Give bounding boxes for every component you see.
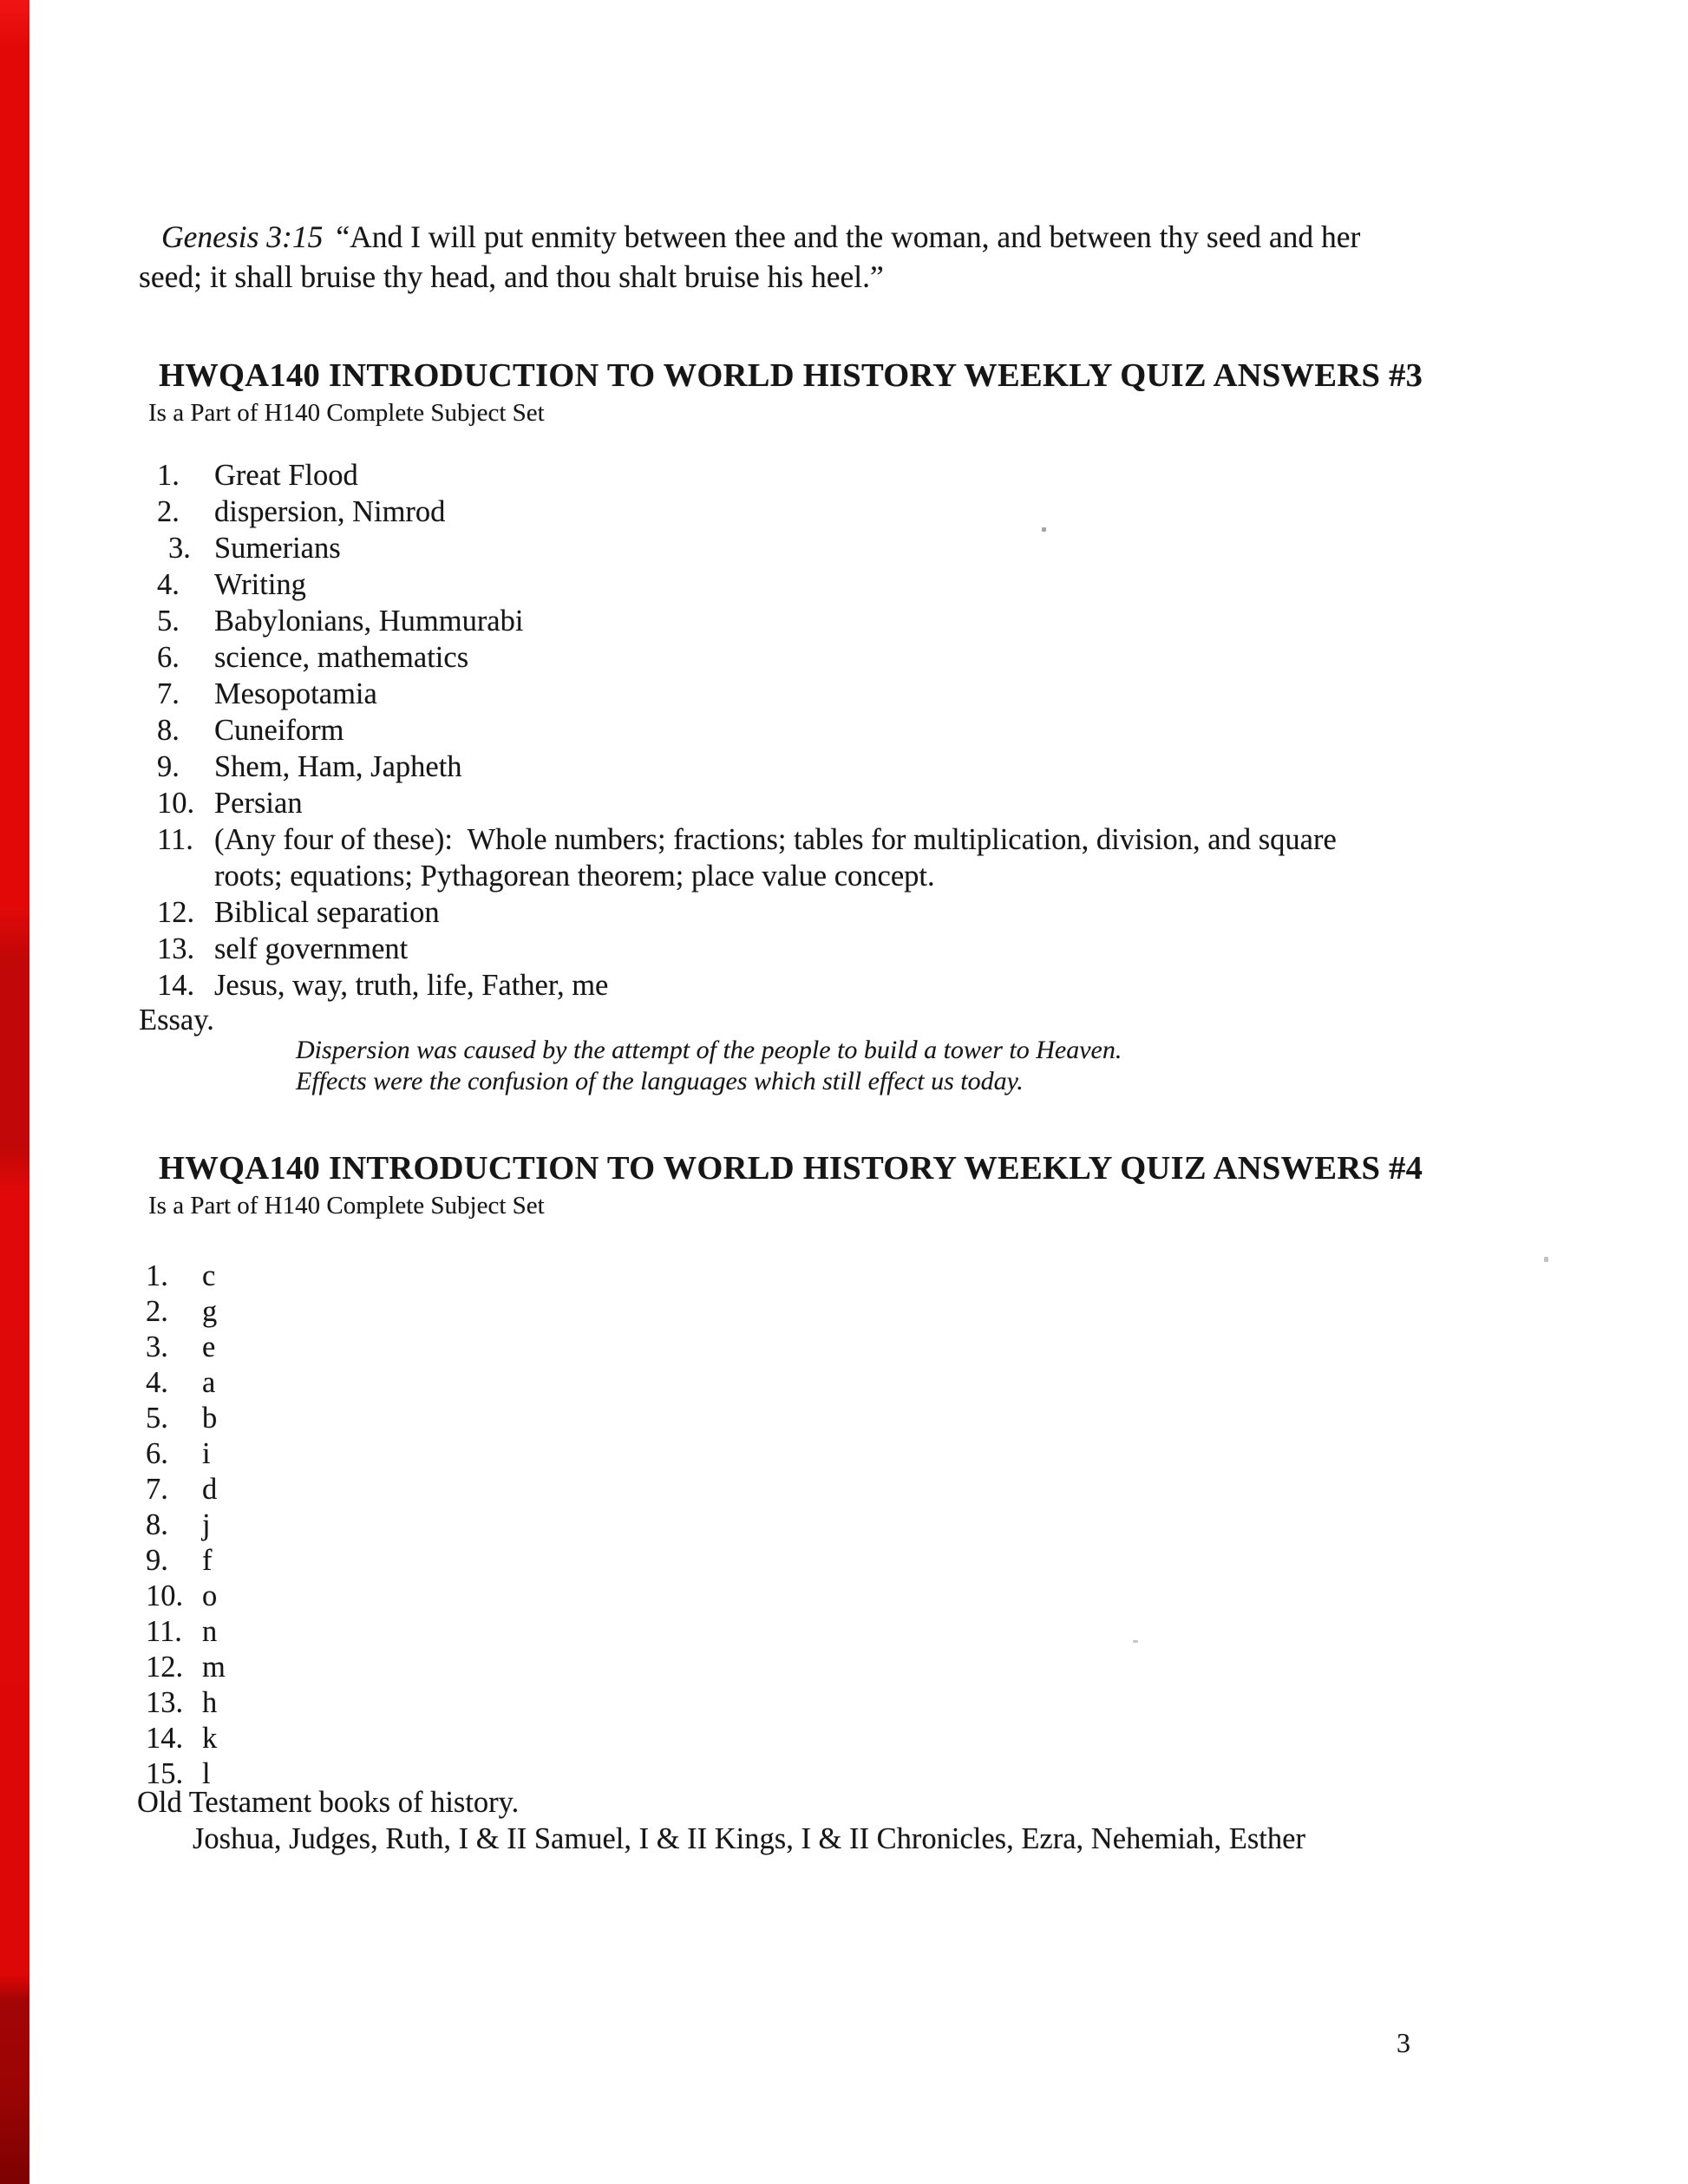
answer-row-9 bbox=[0, 749, 1688, 785]
answer-text: Cuneiform bbox=[214, 714, 344, 747]
answer-text: Shem, Ham, Japheth bbox=[214, 750, 462, 783]
answer-number: 11. bbox=[146, 1615, 182, 1648]
answer-letter: e bbox=[202, 1331, 216, 1363]
quiz3-subtitle: Is a Part of H140 Complete Subject Set bbox=[148, 399, 545, 427]
answer-number: 14. bbox=[146, 1722, 184, 1755]
quiz4-answer-list bbox=[0, 1259, 1688, 1792]
answer-text: (Any four of these): Whole numbers; fractions; tables for multiplication, division, and square bbox=[214, 823, 1337, 856]
answer-text: science, mathematics bbox=[214, 641, 469, 674]
answer-text: Persian bbox=[214, 787, 303, 820]
answer-letter: f bbox=[202, 1544, 213, 1577]
answer-row-7 bbox=[0, 676, 1688, 712]
answer-row-2 bbox=[0, 1294, 1688, 1330]
answer-letter: l bbox=[202, 1757, 211, 1790]
scripture-reference: Genesis 3:15 bbox=[161, 219, 324, 254]
answer-row-11-continuation bbox=[0, 858, 1688, 894]
answer-number: 4. bbox=[157, 568, 180, 601]
answer-number: 7. bbox=[157, 677, 180, 710]
scan-edge-red-stripe bbox=[0, 0, 29, 2184]
answer-number: 12. bbox=[157, 896, 195, 929]
scan-speck bbox=[1544, 1257, 1548, 1262]
answer-text: Babylonians, Hummurabi bbox=[214, 605, 524, 638]
answer-number: 10. bbox=[146, 1579, 184, 1612]
answer-row-11 bbox=[0, 821, 1688, 858]
quiz4-subtitle: Is a Part of H140 Complete Subject Set bbox=[148, 1192, 545, 1220]
answer-row-5 bbox=[0, 603, 1688, 639]
answer-letter: d bbox=[202, 1473, 218, 1506]
answer-text: Mesopotamia bbox=[214, 677, 377, 710]
answer-row-12 bbox=[0, 1650, 1688, 1685]
answer-row-14 bbox=[0, 1721, 1688, 1756]
answer-number: 14. bbox=[157, 969, 195, 1002]
answer-number: 8. bbox=[146, 1508, 168, 1541]
answer-text: Sumerians bbox=[214, 532, 341, 565]
scan-speck bbox=[1042, 527, 1046, 532]
answer-text-continuation: roots; equations; Pythagorean theorem; place value concept. bbox=[214, 860, 935, 893]
answer-letter: i bbox=[202, 1437, 211, 1470]
answer-row-1 bbox=[0, 1259, 1688, 1294]
scan-speck bbox=[1133, 1640, 1138, 1643]
answer-text: Great Flood bbox=[214, 459, 358, 492]
scripture-quote bbox=[139, 217, 1360, 297]
answer-number: 11. bbox=[157, 823, 193, 856]
old-testament-books-line: Joshua, Judges, Ruth, I & II Samuel, I & II Kings, I & II Chronicles, Ezra, Nehemiah, Esther bbox=[193, 1822, 1305, 1855]
answer-number: 13. bbox=[157, 932, 195, 965]
answer-letter: a bbox=[202, 1366, 216, 1399]
answer-number: 2. bbox=[157, 495, 180, 528]
answer-row-3 bbox=[0, 530, 1688, 566]
answer-row-5 bbox=[0, 1401, 1688, 1436]
answer-number: 15. bbox=[146, 1757, 184, 1790]
answer-letter: j bbox=[202, 1508, 211, 1541]
answer-letter: k bbox=[202, 1722, 218, 1755]
answer-row-4 bbox=[0, 566, 1688, 603]
answer-letter: o bbox=[202, 1579, 218, 1612]
answer-text: Biblical separation bbox=[214, 896, 440, 929]
answer-number: 9. bbox=[146, 1544, 168, 1577]
page-number: 3 bbox=[1397, 2027, 1410, 2058]
answer-number: 9. bbox=[157, 750, 180, 783]
essay-note-line-1: Dispersion was caused by the attempt of the people to build a tower to Heaven. bbox=[296, 1036, 1122, 1064]
answer-row-6 bbox=[0, 1436, 1688, 1472]
answer-row-14 bbox=[0, 967, 1688, 1004]
quote-line-1 bbox=[139, 217, 1360, 257]
answer-number: 4. bbox=[146, 1366, 168, 1399]
answer-row-13 bbox=[0, 931, 1688, 967]
answer-row-1 bbox=[0, 457, 1688, 494]
quiz3-answer-list bbox=[0, 457, 1688, 1004]
answer-row-10 bbox=[0, 1579, 1688, 1614]
answer-letter: c bbox=[202, 1259, 216, 1292]
quiz3-title: HWQA140 INTRODUCTION TO WORLD HISTORY WEEKLY QUIZ ANSWERS #3 bbox=[159, 357, 1423, 394]
answer-row-8 bbox=[0, 1507, 1688, 1543]
answer-letter: g bbox=[202, 1295, 218, 1328]
essay-label: Essay. bbox=[139, 1004, 214, 1036]
answer-row-7 bbox=[0, 1472, 1688, 1507]
answer-number: 1. bbox=[146, 1259, 168, 1292]
answer-number: 5. bbox=[157, 605, 180, 638]
quote-line-1-text: “And I will put enmity between thee and the woman, and between thy seed and her bbox=[336, 219, 1361, 254]
quiz4-title: HWQA140 INTRODUCTION TO WORLD HISTORY WEEKLY QUIZ ANSWERS #4 bbox=[159, 1150, 1423, 1187]
answer-row-3 bbox=[0, 1330, 1688, 1365]
answer-number: 2. bbox=[146, 1295, 168, 1328]
answer-number: 8. bbox=[157, 714, 180, 747]
answer-number: 5. bbox=[146, 1402, 168, 1435]
answer-text: Writing bbox=[214, 568, 306, 601]
answer-row-13 bbox=[0, 1685, 1688, 1721]
answer-text: Jesus, way, truth, life, Father, me bbox=[214, 969, 609, 1002]
answer-letter: m bbox=[202, 1651, 226, 1684]
answer-number: 3. bbox=[168, 532, 191, 565]
answer-row-2 bbox=[0, 494, 1688, 530]
answer-number: 6. bbox=[146, 1437, 168, 1470]
answer-letter: b bbox=[202, 1402, 218, 1435]
answer-row-9 bbox=[0, 1543, 1688, 1579]
answer-letter: n bbox=[202, 1615, 218, 1648]
answer-text: self government bbox=[214, 932, 409, 965]
answer-number: 1. bbox=[157, 459, 180, 492]
answer-text: dispersion, Nimrod bbox=[214, 495, 446, 528]
answer-number: 3. bbox=[146, 1331, 168, 1363]
answer-number: 10. bbox=[157, 787, 195, 820]
answer-number: 13. bbox=[146, 1686, 184, 1719]
answer-number: 6. bbox=[157, 641, 180, 674]
answer-number: 7. bbox=[146, 1473, 168, 1506]
old-testament-heading: Old Testament books of history. bbox=[137, 1786, 520, 1819]
answer-row-12 bbox=[0, 894, 1688, 931]
essay-note-line-2: Effects were the confusion of the languages which still effect us today. bbox=[296, 1067, 1024, 1095]
quote-line-2: seed; it shall bruise thy head, and thou shalt bruise his heel.” bbox=[139, 259, 884, 294]
answer-number: 12. bbox=[146, 1651, 184, 1684]
answer-row-10 bbox=[0, 785, 1688, 821]
answer-row-8 bbox=[0, 712, 1688, 749]
answer-row-6 bbox=[0, 639, 1688, 676]
answer-letter: h bbox=[202, 1686, 218, 1719]
answer-row-4 bbox=[0, 1365, 1688, 1401]
answer-row-11 bbox=[0, 1614, 1688, 1650]
